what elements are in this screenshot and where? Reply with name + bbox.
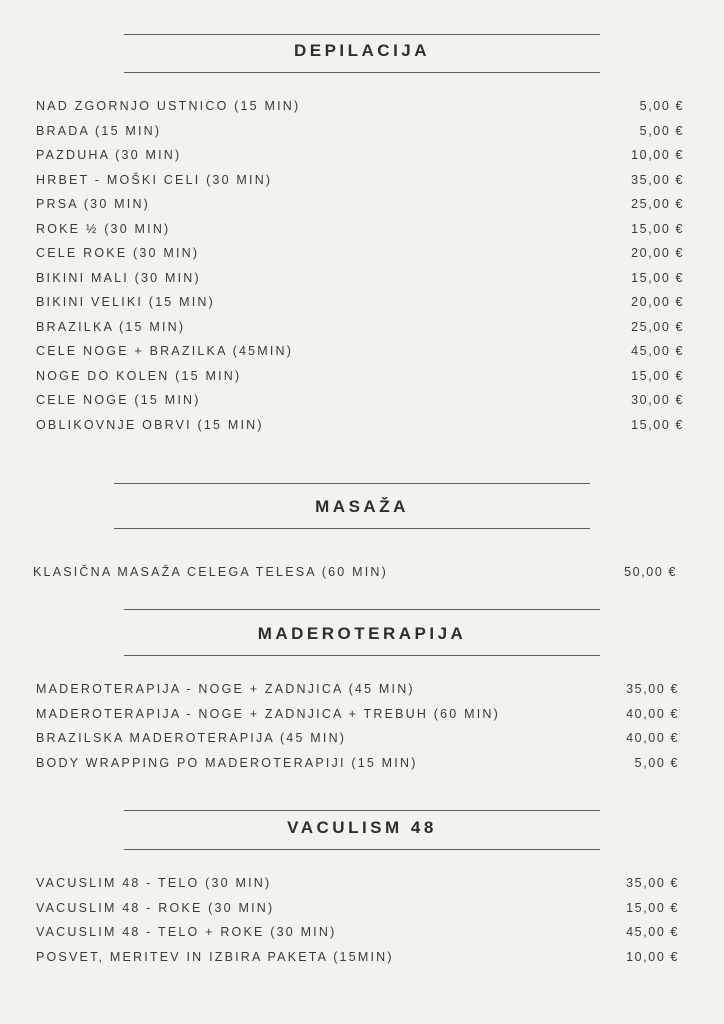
service-price: 15,00 € (631, 221, 684, 236)
service-price: 45,00 € (626, 925, 679, 939)
service-price: 25,00 € (631, 197, 684, 211)
service-name: BRAZILSKA MADEROTERAPIJA (45 MIN) (36, 731, 347, 745)
price-list-item (36, 728, 679, 748)
service-name: HRBET - MOŠKI CELI (30 MIN) (36, 172, 273, 187)
service-price: 40,00 € (626, 731, 679, 745)
price-list-item (36, 704, 679, 724)
service-name: NAD ZGORNJO USTNICO (15 MIN) (36, 99, 301, 113)
price-list-item (33, 562, 677, 582)
service-name: MADEROTERAPIJA - NOGE + ZADNJICA (45 MIN) (36, 682, 415, 696)
section-heading-depilacija: DEPILACIJA (293, 41, 431, 60)
price-list-item (36, 753, 679, 773)
service-name: NOGE DO KOLEN (15 MIN) (36, 368, 242, 383)
service-price: 15,00 € (631, 417, 684, 432)
price-list-item (36, 898, 679, 918)
price-list-item (36, 292, 684, 312)
section-top-rule (124, 34, 600, 35)
service-price: 45,00 € (631, 344, 684, 358)
service-name: MADEROTERAPIJA - NOGE + ZADNJICA + TREBUH (60 MIN) (36, 706, 500, 721)
price-list-item (36, 341, 684, 361)
service-name: OBLIKOVNJE OBRVI (15 MIN) (36, 417, 264, 432)
section-top-rule (124, 810, 600, 811)
price-list-item (36, 268, 684, 288)
service-name: KLASIČNA MASAŽA CELEGA TELESA (60 MIN) (33, 565, 388, 579)
price-list-item (36, 243, 684, 263)
service-price: 10,00 € (631, 148, 684, 162)
service-name: CELE ROKE (30 MIN) (36, 246, 200, 260)
price-list-item (36, 873, 679, 893)
section-bottom-rule (124, 655, 600, 656)
service-price: 10,00 € (626, 949, 679, 964)
service-name: ROKE ½ (30 MIN) (36, 221, 171, 236)
price-list-item (36, 390, 684, 410)
service-name: POSVET, MERITEV IN IZBIRA PAKETA (15MIN) (36, 949, 394, 964)
service-price: 20,00 € (631, 295, 684, 309)
section-heading-maderoterapija: MADEROTERAPIJA (257, 624, 467, 643)
price-list-item (36, 922, 679, 942)
service-price: 30,00 € (631, 393, 684, 407)
service-price: 35,00 € (626, 876, 679, 890)
service-price: 5,00 € (634, 755, 679, 770)
price-list-item (36, 145, 684, 165)
service-name: CELE NOGE (15 MIN) (36, 393, 201, 407)
service-price: 15,00 € (631, 368, 684, 383)
service-name: BRAZILKA (15 MIN) (36, 319, 186, 334)
section-heading-masa-a: MASAŽA (315, 497, 409, 516)
service-price: 40,00 € (626, 706, 679, 721)
service-name: VACUSLIM 48 - TELO (30 MIN) (36, 876, 272, 890)
service-name: PAZDUHA (30 MIN) (36, 148, 182, 162)
service-name: BIKINI MALI (30 MIN) (36, 270, 201, 285)
service-name: BRADA (15 MIN) (36, 123, 162, 138)
service-price: 35,00 € (626, 682, 679, 696)
section-top-rule (114, 483, 590, 484)
service-price: 50,00 € (624, 565, 677, 579)
service-price: 25,00 € (631, 319, 684, 334)
price-list-item (36, 96, 684, 116)
service-name: PRSA (30 MIN) (36, 197, 151, 211)
price-list-item (36, 679, 679, 699)
price-list-item (36, 194, 684, 214)
section-bottom-rule (124, 72, 600, 73)
price-list-item (36, 947, 679, 967)
price-list-item (36, 366, 684, 386)
price-list-item (36, 317, 684, 337)
price-list-item (36, 170, 684, 190)
section-top-rule (124, 609, 600, 610)
price-list-item (36, 121, 684, 141)
service-price: 5,00 € (639, 99, 684, 113)
service-price: 20,00 € (631, 246, 684, 260)
service-name: VACUSLIM 48 - TELO + ROKE (30 MIN) (36, 925, 337, 939)
section-bottom-rule (114, 528, 590, 529)
service-price: 35,00 € (631, 172, 684, 187)
price-list-item (36, 415, 684, 435)
section-bottom-rule (124, 849, 600, 850)
service-name: VACUSLIM 48 - ROKE (30 MIN) (36, 900, 275, 915)
service-price: 15,00 € (626, 900, 679, 915)
service-name: BODY WRAPPING PO MADEROTERAPIJI (15 MIN) (36, 755, 418, 770)
service-price: 15,00 € (631, 270, 684, 285)
service-name: BIKINI VELIKI (15 MIN) (36, 295, 215, 309)
price-list-item (36, 219, 684, 239)
service-price: 5,00 € (639, 123, 684, 138)
service-name: CELE NOGE + BRAZILKA (45MIN) (36, 344, 294, 358)
section-heading-vaculism-48: VACULISM 48 (287, 818, 437, 837)
